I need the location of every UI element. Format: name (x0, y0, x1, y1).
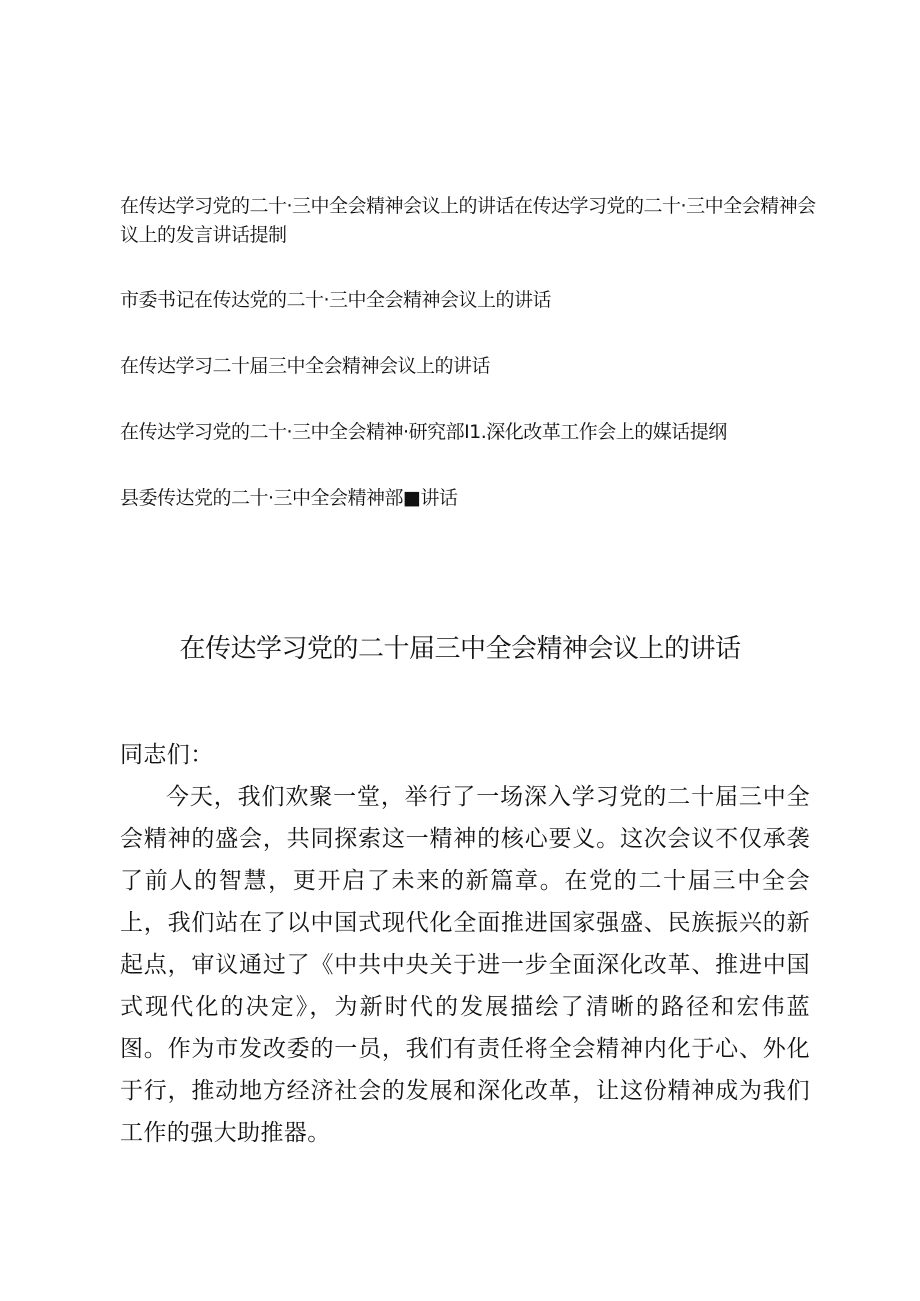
salutation: 同志们： (120, 742, 214, 768)
toc-item: 市委书记在传达党的二十·三中全会精神会议上的讲话 (120, 289, 552, 311)
toc-item: 在传达学习党的二十·三中全会精神会议上的讲话在传达学习党的二十·三中全会精神会议上的发言讲话提制 (120, 195, 816, 246)
toc-item: 县委传达党的二十·三中全会精神部■讲话 (120, 487, 458, 509)
toc-item: 在传达学习二十届三中全会精神会议上的讲话 (120, 355, 491, 377)
body-paragraph: 今天，我们欢聚一堂，举行了一场深入学习党的二十届三中全会精神的盛会，共同探索这一精神的核心要义。这次会议不仅承袭了前人的智慧，更开启了未来的新篇章。在党的二十届三中全会上，我们站在了以中国式现代化全面推进国家强盛、民族振兴的新起点，审议通过了《中共中央关于进一步全面深化改革、推进中国式现代化的决定》，为新时代的发展描绘了清晰的路径和宏伟蓝图。作为市发改委的一员，我们有责任将全会精神内化于心、外化于行，推动地方经济社会的发展和深化改革，让这份精神成为我们工作的强大助推器。 (120, 784, 810, 1146)
document-title: 在传达学习党的二十届三中全会精神会议上的讲话 (179, 634, 741, 664)
document-body (120, 734, 810, 1154)
table-of-contents (120, 192, 820, 550)
toc-item: 在传达学习党的二十·三中全会精神·研究部I1.深化改革工作会上的媒话提纲 (120, 421, 727, 443)
